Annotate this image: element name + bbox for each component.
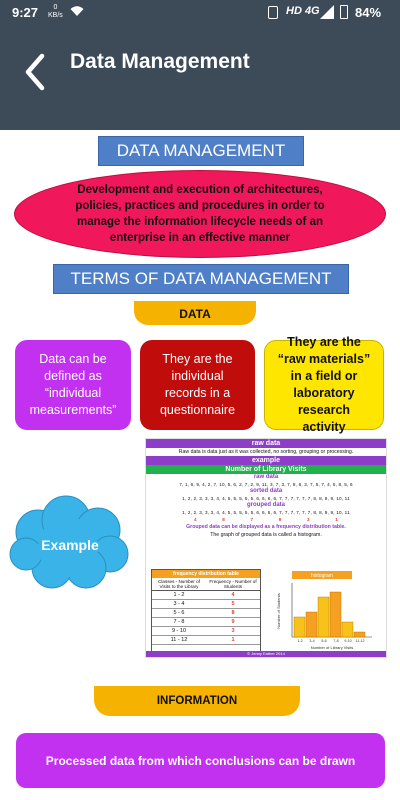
table-row: 11 - 12 1 [152, 636, 260, 645]
raw-data-description: Raw data is data just as it was collected, no sorting, grouping or processing. [178, 449, 354, 455]
page-title: Data Management [70, 50, 250, 73]
information-definition-card [16, 733, 385, 788]
grouped-data-subtitle: grouped data [246, 502, 285, 508]
histogram-bar [294, 617, 305, 637]
raw-data-subtitle: raw data [253, 474, 279, 480]
histogram-tick-label: 11-12 [355, 639, 365, 643]
histogram-x-label: Number of Library Visits [310, 645, 354, 650]
app-bar [0, 26, 400, 130]
histogram-y-label: Number of Students [276, 593, 281, 629]
table-row: 1 - 2 4 [152, 591, 260, 600]
frequency-table-header: Classes - Number of Visits to the Library Frequency - Number of Students [152, 578, 260, 591]
definition-ellipse [14, 170, 386, 258]
sorted-data-subtitle: sorted data [249, 488, 283, 494]
definition-card-3: They are the “raw materials” in a field or laboratory research activity [264, 340, 384, 430]
histogram-bar [342, 622, 353, 637]
network-type: HD 4G [286, 5, 320, 17]
group-counts: 4 8 7 9 3 1 [193, 517, 338, 522]
frequency-table [151, 569, 261, 653]
histogram-bar [330, 592, 341, 637]
histogram-tick-label: 1-2 [297, 639, 303, 643]
grouped-description-2: The graph of grouped data is called a histogram. [210, 532, 322, 538]
information-definition-text: Processed data from which conclusions can be drawn [45, 753, 356, 768]
histogram-bar [354, 632, 365, 637]
histogram-bar [318, 597, 329, 637]
frequency-table-title: frequency distribution table [152, 570, 260, 578]
raw-data-header: raw data [146, 439, 386, 448]
raw-numbers: 7, 1, 6, 9, 4, 2, 7, 10, 5, 6, 2, 7, 2, 9, 11, 3, 7, 3, 7, 8, 6, 3, 7, 5, 7, 4, 5, 8, 5, 6 [179, 482, 353, 487]
histogram-tick-label: 7-8 [333, 639, 339, 643]
histogram [272, 571, 382, 651]
information-tab: INFORMATION [94, 686, 300, 716]
battery-icon [340, 5, 348, 19]
histogram-tick-label: 3-4 [309, 639, 315, 643]
library-visits-header: Number of Library Visits [146, 465, 386, 474]
vibrate-icon [268, 6, 278, 19]
histogram-bar [306, 612, 317, 637]
definition-card-1: Data can be defined as “individual measurements” [15, 340, 131, 430]
copyright: © Jenny Eather 2014 [146, 651, 386, 657]
definition-card-2: They are the individual records in a questionnaire [140, 340, 255, 430]
status-time: 9:27 [12, 5, 39, 20]
histogram-tick-label: 9-10 [344, 639, 352, 643]
table-row: 7 - 8 9 [152, 618, 260, 627]
histogram-title: histogram [311, 573, 333, 579]
table-row: 3 - 4 5 [152, 600, 260, 609]
table-row: 9 - 10 3 [152, 627, 260, 636]
sorted-numbers: 1, 2, 2, 3, 3, 3, 4, 4, 5, 5, 5, 5, 5, 6, 6, 6, 6, 7, 7, 7, 7, 7, 7, 8, 8, 9, 9, 10, 11 [182, 496, 350, 501]
wifi-icon [70, 5, 84, 17]
histogram-tick-label: 5-6 [321, 639, 327, 643]
grouped-numbers: 1, 2, 2, 3, 3, 3, 4, 4, 5, 5, 5, 5, 5, 6, 6, 6, 6, 7, 7, 7, 7, 7, 7, 8, 8, 9, 9, 10, 11 [182, 510, 350, 515]
definition-text: Development and execution of architectures, policies, practices and procedures in order to manage the information lifecycle needs of an enterprise in an effective manner [75, 184, 325, 244]
signal-icon [320, 5, 334, 19]
back-arrow-icon[interactable] [20, 52, 50, 92]
status-bar [0, 0, 400, 26]
battery-percent: 84% [355, 5, 382, 20]
raw-data-infographic [145, 438, 387, 658]
table-row: 5 - 6 8 [152, 609, 260, 618]
grouped-description-1: Grouped data can be displayed as a frequency distribution table. [186, 524, 346, 530]
network-speed: 0 KB/s [48, 4, 63, 19]
example-label: Example [41, 537, 99, 553]
data-management-heading: DATA MANAGEMENT [98, 136, 304, 166]
example-header: example [146, 456, 386, 465]
data-tab: DATA [134, 301, 256, 325]
terms-heading: TERMS OF DATA MANAGEMENT [53, 264, 349, 294]
